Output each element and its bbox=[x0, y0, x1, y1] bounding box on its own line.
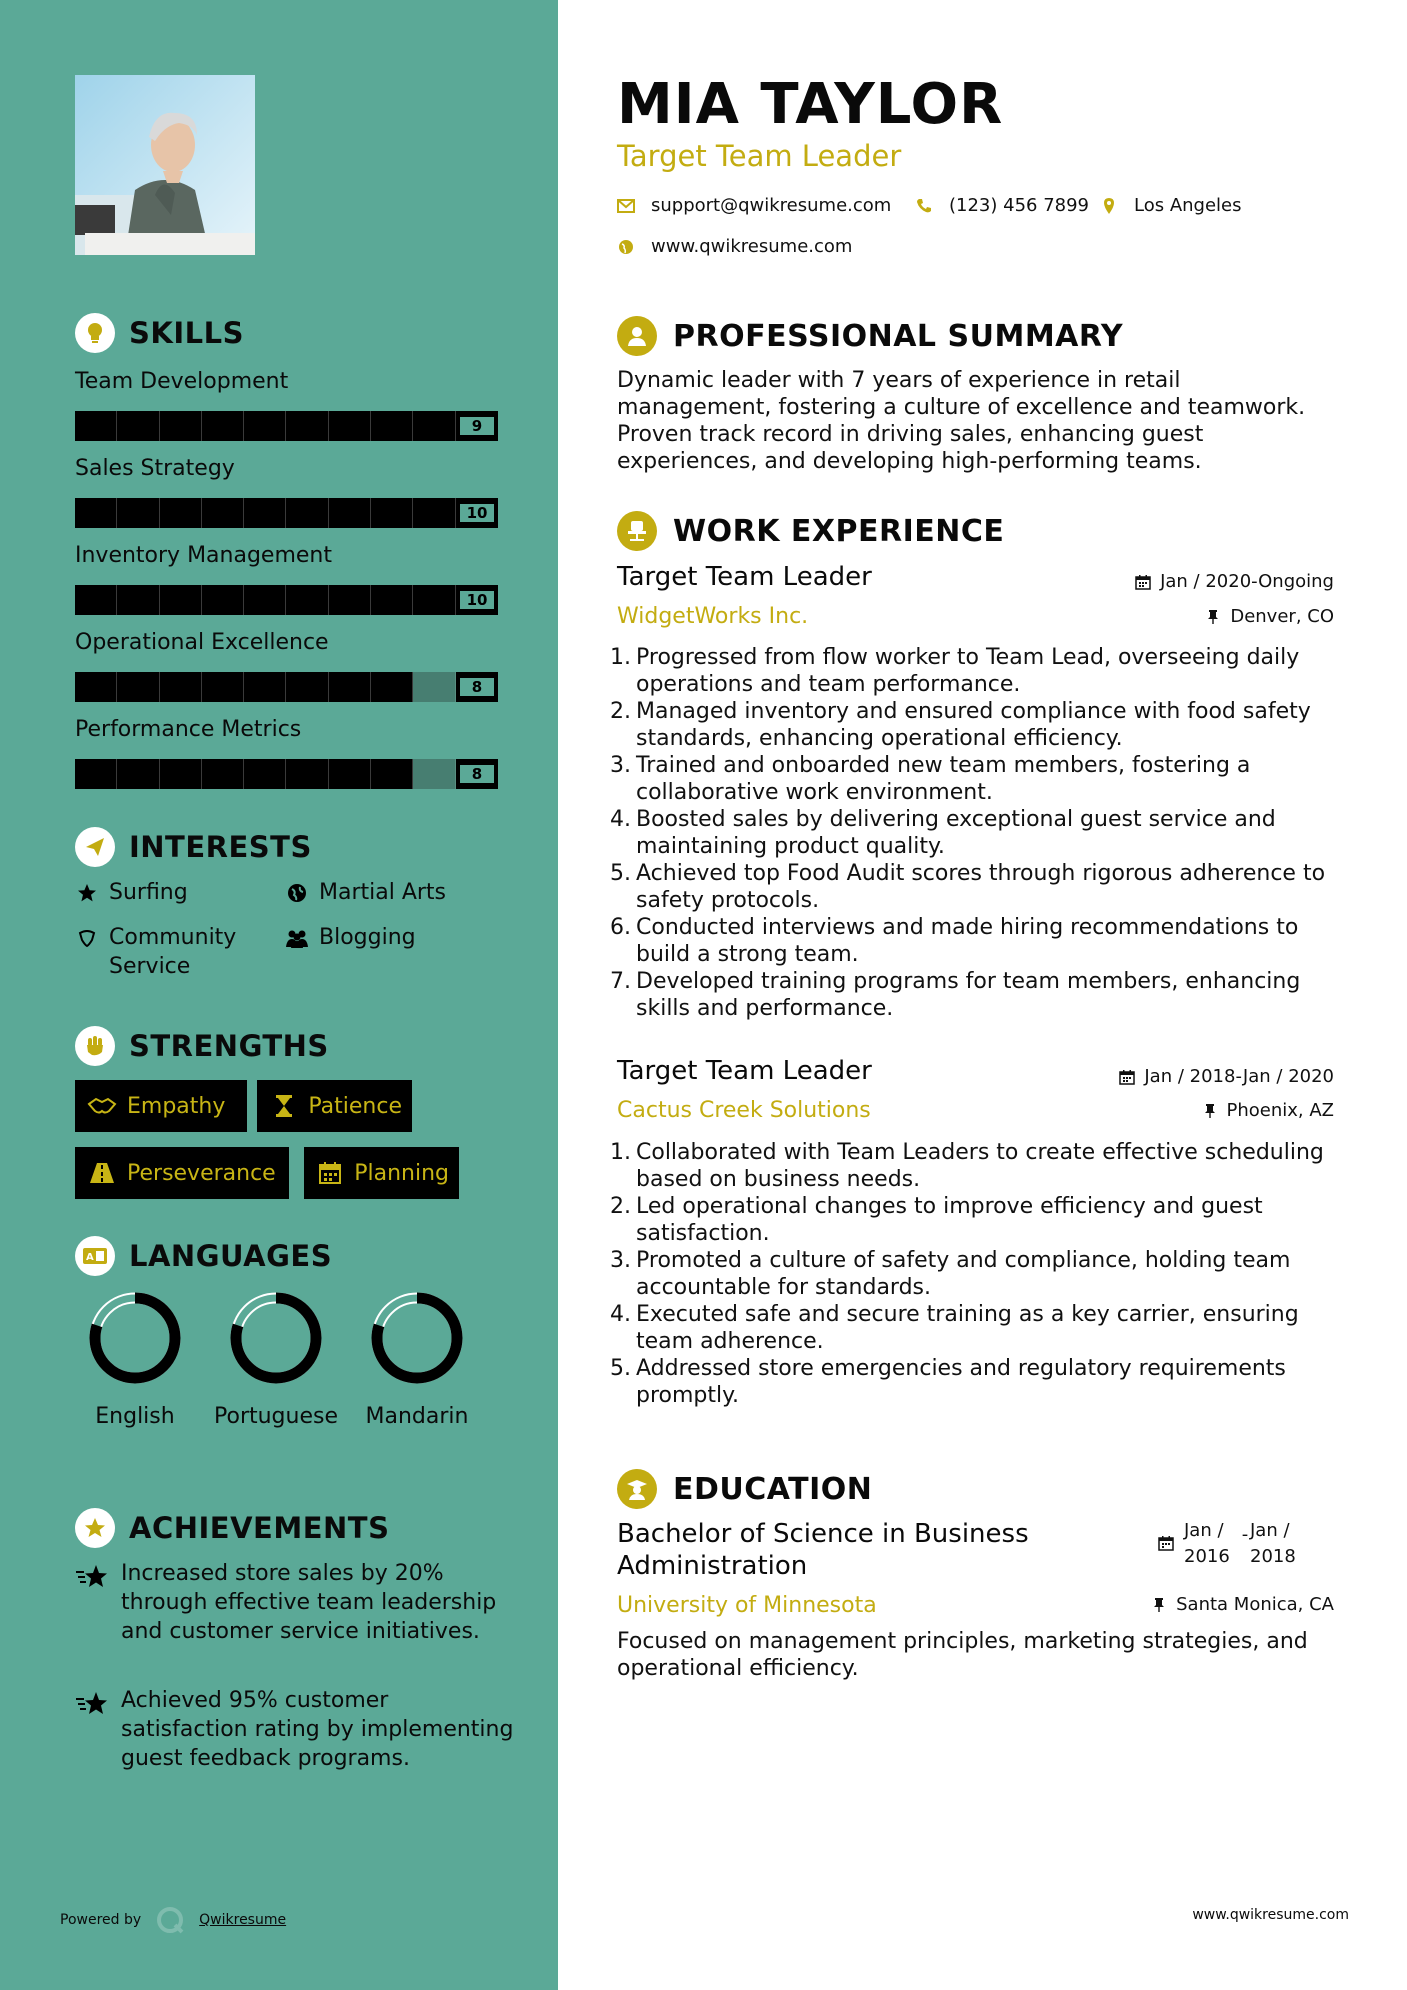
email-text: support@qwikresume.com bbox=[651, 195, 892, 216]
responsibility-item bbox=[610, 698, 1337, 752]
skill-level-segment bbox=[160, 672, 202, 702]
skill-item bbox=[75, 541, 498, 615]
job-location bbox=[1204, 605, 1334, 629]
skill-name: Sales Strategy bbox=[75, 456, 235, 481]
website-text: www.qwikresume.com bbox=[651, 236, 853, 257]
job-location-text: Denver, CO bbox=[1230, 606, 1334, 627]
office-chair-icon bbox=[617, 511, 657, 551]
qwikresume-link[interactable]: Qwikresume bbox=[199, 1912, 287, 1928]
star-icon bbox=[75, 878, 99, 907]
powered-by-label: Powered by bbox=[60, 1912, 142, 1928]
responsibility-text: Executed safe and secure training as a key carrier, ensuring team adherence. bbox=[636, 1302, 1299, 1354]
language-name: Portuguese bbox=[214, 1404, 338, 1429]
profile-photo bbox=[75, 75, 255, 255]
strength-tag bbox=[75, 1080, 247, 1132]
skill-level-segment bbox=[75, 759, 117, 789]
responsibility-text: Led operational changes to improve efficiency and guest satisfaction. bbox=[636, 1194, 1263, 1246]
interest-item bbox=[75, 923, 275, 981]
star-badge-icon bbox=[75, 1508, 115, 1548]
strength-label: Empathy bbox=[127, 1093, 226, 1119]
list-number: 2. bbox=[610, 699, 631, 724]
fist-icon bbox=[75, 1026, 115, 1066]
user-icon bbox=[617, 316, 657, 356]
skill-item bbox=[75, 715, 498, 789]
skill-item bbox=[75, 367, 498, 441]
list-number: 5. bbox=[610, 1356, 631, 1381]
responsibility-text: Collaborated with Team Leaders to create effective scheduling based on business needs. bbox=[636, 1140, 1324, 1192]
skill-level-segment bbox=[286, 672, 328, 702]
summary-title: PROFESSIONAL SUMMARY bbox=[673, 318, 1124, 354]
skill-level-segment bbox=[117, 585, 159, 615]
skill-level-badge bbox=[456, 585, 498, 615]
achievements-title: ACHIEVEMENTS bbox=[129, 1511, 390, 1545]
interest-label: Community Service bbox=[109, 925, 237, 979]
list-number: 7. bbox=[610, 969, 631, 994]
skills-heading bbox=[75, 311, 244, 355]
list-number: 2. bbox=[610, 1194, 631, 1219]
skill-level-segment bbox=[286, 759, 328, 789]
contact-phone[interactable] bbox=[915, 194, 1089, 218]
skill-level-segment bbox=[329, 498, 371, 528]
responsibility-text: Progressed from flow worker to Team Lead, overseeing daily operations and team performance. bbox=[636, 645, 1300, 697]
contact-location bbox=[1100, 194, 1242, 218]
summary-text: Dynamic leader with 7 years of experience in retail management, fostering a culture of excellence and teamwork. Proven track record in driving sales, enhancing guest experiences, and developing high-performing teams. bbox=[617, 368, 1306, 474]
calendar-icon bbox=[1118, 1068, 1136, 1086]
responsibility-text: Trained and onboarded new team members, fostering a collaborative work environment. bbox=[636, 753, 1251, 805]
star-icon bbox=[75, 1559, 111, 1646]
job-dates-text: Jan / 2020-Ongoing bbox=[1160, 571, 1334, 592]
contact-email[interactable] bbox=[617, 194, 891, 218]
skill-level-segment bbox=[202, 498, 244, 528]
education-location-text: Santa Monica, CA bbox=[1176, 1594, 1334, 1615]
strength-tag bbox=[304, 1147, 459, 1199]
skill-level-segment bbox=[286, 411, 328, 441]
languages-heading bbox=[75, 1234, 332, 1278]
skill-level-segment bbox=[413, 411, 455, 441]
skill-level-value: 8 bbox=[458, 763, 496, 785]
skill-level-segment bbox=[413, 672, 455, 702]
skill-level-segment bbox=[244, 759, 286, 789]
language-proficiency-ring bbox=[228, 1290, 324, 1386]
interest-label: Surfing bbox=[109, 880, 188, 905]
paper-plane-icon bbox=[75, 827, 115, 867]
skill-level-segment bbox=[202, 672, 244, 702]
language-item bbox=[352, 1290, 482, 1431]
strength-label: Perseverance bbox=[127, 1160, 276, 1186]
map-pin-icon bbox=[1100, 197, 1118, 215]
responsibility-text: Addressed store emergencies and regulatory requirements promptly. bbox=[636, 1356, 1286, 1408]
experience-heading bbox=[617, 510, 1004, 552]
qwikresume-logo-icon bbox=[155, 1905, 185, 1935]
strengths-heading bbox=[75, 1024, 329, 1068]
skill-level-segment bbox=[244, 411, 286, 441]
skill-level-segment bbox=[202, 411, 244, 441]
strength-tag bbox=[257, 1080, 412, 1132]
school-name: University of Minnesota bbox=[617, 1593, 877, 1618]
road-icon bbox=[85, 1162, 119, 1184]
responsibility-text: Achieved top Food Audit scores through rigorous adherence to safety protocols. bbox=[636, 861, 1326, 913]
skills-title: SKILLS bbox=[129, 316, 244, 350]
language-item bbox=[211, 1290, 341, 1431]
responsibility-item bbox=[610, 1247, 1337, 1301]
responsibility-item bbox=[610, 1193, 1337, 1247]
skill-level-segment bbox=[329, 672, 371, 702]
job-responsibilities bbox=[610, 1139, 1337, 1409]
education-date-separator: - bbox=[1241, 1524, 1249, 1545]
pin-icon bbox=[1204, 608, 1222, 626]
achievements-heading bbox=[75, 1506, 389, 1550]
responsibility-item bbox=[610, 968, 1337, 1022]
skill-name: Operational Excellence bbox=[75, 630, 329, 655]
list-number: 1. bbox=[610, 1140, 631, 1165]
interest-item bbox=[285, 923, 416, 952]
experience-title: WORK EXPERIENCE bbox=[673, 513, 1005, 549]
skill-level-bar bbox=[75, 672, 498, 702]
skill-level-bar bbox=[75, 498, 498, 528]
skill-level-segment bbox=[75, 411, 117, 441]
pin-icon bbox=[1150, 1596, 1168, 1614]
skill-level-segment bbox=[160, 759, 202, 789]
candidate-name: MIA TAYLOR bbox=[617, 72, 1004, 137]
language-proficiency-ring bbox=[87, 1290, 183, 1386]
interests-heading bbox=[75, 825, 312, 869]
sidebar bbox=[0, 0, 558, 1990]
education-end: Jan / 2018 bbox=[1250, 1520, 1296, 1567]
responsibility-item bbox=[610, 806, 1337, 860]
list-number: 4. bbox=[610, 1302, 631, 1327]
language-proficiency-ring bbox=[369, 1290, 465, 1386]
star-icon bbox=[75, 1686, 111, 1773]
skill-level-segment bbox=[117, 411, 159, 441]
language-name: Mandarin bbox=[365, 1404, 469, 1429]
language-item bbox=[70, 1290, 200, 1431]
users-icon bbox=[285, 923, 309, 952]
education-dates bbox=[1158, 1518, 1334, 1570]
list-number: 5. bbox=[610, 861, 631, 886]
skill-level-segment bbox=[75, 498, 117, 528]
list-number: 3. bbox=[610, 753, 631, 778]
skill-level-segment bbox=[244, 585, 286, 615]
interest-label: Martial Arts bbox=[319, 880, 447, 905]
language-icon bbox=[75, 1236, 115, 1276]
achievement-text: Increased store sales by 20% through effective team leadership and customer service initiatives. bbox=[121, 1561, 497, 1644]
skill-level-segment bbox=[160, 498, 202, 528]
degree-title: Bachelor of Science in Business Administration bbox=[617, 1519, 1029, 1581]
skill-level-segment bbox=[329, 759, 371, 789]
list-number: 4. bbox=[610, 807, 631, 832]
skill-level-badge bbox=[456, 672, 498, 702]
strengths-title: STRENGTHS bbox=[129, 1029, 329, 1063]
phone-text: (123) 456 7899 bbox=[949, 195, 1090, 216]
svg-text:A: A bbox=[86, 1252, 94, 1263]
skill-level-segment bbox=[202, 585, 244, 615]
pin-icon bbox=[1201, 1102, 1219, 1120]
job-title: Target Team Leader bbox=[617, 1056, 872, 1086]
skill-level-segment bbox=[329, 585, 371, 615]
skill-level-bar bbox=[75, 411, 498, 441]
skill-level-segment bbox=[286, 585, 328, 615]
skill-level-segment bbox=[75, 672, 117, 702]
skill-name: Team Development bbox=[75, 369, 289, 394]
education-start: Jan / 2016 bbox=[1184, 1520, 1230, 1567]
responsibility-text: Promoted a culture of safety and compliance, holding team accountable for standards. bbox=[636, 1248, 1291, 1300]
calendar-icon bbox=[1134, 573, 1152, 591]
skill-level-badge bbox=[456, 411, 498, 441]
languages-title: LANGUAGES bbox=[129, 1239, 333, 1273]
skill-level-segment bbox=[160, 411, 202, 441]
job-dates bbox=[1134, 570, 1334, 594]
skill-level-badge bbox=[456, 759, 498, 789]
list-number: 1. bbox=[610, 645, 631, 670]
strength-tag bbox=[75, 1147, 289, 1199]
skill-level-segment bbox=[371, 411, 413, 441]
achievement-item bbox=[75, 1686, 515, 1773]
skill-level-badge bbox=[456, 498, 498, 528]
responsibility-item bbox=[610, 1301, 1337, 1355]
skill-level-segment bbox=[117, 672, 159, 702]
contact-website[interactable] bbox=[617, 235, 852, 259]
skill-name: Inventory Management bbox=[75, 543, 332, 568]
skill-level-segment bbox=[371, 498, 413, 528]
interest-item bbox=[75, 878, 188, 907]
skill-level-value: 10 bbox=[458, 589, 496, 611]
responsibility-item bbox=[610, 860, 1337, 914]
skill-level-bar bbox=[75, 759, 498, 789]
skill-level-bar bbox=[75, 585, 498, 615]
footer-url[interactable]: www.qwikresume.com bbox=[1192, 1907, 1349, 1923]
skill-level-segment bbox=[160, 585, 202, 615]
skill-level-segment bbox=[244, 672, 286, 702]
responsibility-item bbox=[610, 644, 1337, 698]
language-name: English bbox=[95, 1404, 175, 1429]
handshake-icon bbox=[85, 1096, 119, 1116]
lightbulb-icon bbox=[75, 313, 115, 353]
strength-label: Patience bbox=[308, 1093, 402, 1119]
responsibility-text: Developed training programs for team members, enhancing skills and performance. bbox=[636, 969, 1301, 1021]
education-text: Focused on management principles, marketing strategies, and operational efficiency. bbox=[617, 1629, 1308, 1681]
strength-label: Planning bbox=[354, 1160, 449, 1186]
skill-level-segment bbox=[117, 759, 159, 789]
interest-item bbox=[285, 878, 446, 907]
achievement-text: Achieved 95% customer satisfaction rating by implementing guest feedback programs. bbox=[121, 1688, 514, 1771]
education-location bbox=[1150, 1593, 1334, 1617]
skill-level-segment bbox=[329, 411, 371, 441]
job-responsibilities bbox=[610, 644, 1337, 1022]
skill-level-value: 10 bbox=[458, 502, 496, 524]
summary-heading bbox=[617, 315, 1123, 357]
calendar-icon bbox=[1158, 1518, 1184, 1570]
shield-icon bbox=[75, 923, 99, 952]
skill-level-segment bbox=[371, 672, 413, 702]
skill-name: Performance Metrics bbox=[75, 717, 302, 742]
job-location bbox=[1201, 1099, 1335, 1123]
skill-level-value: 9 bbox=[458, 415, 496, 437]
education-title: EDUCATION bbox=[673, 1471, 873, 1507]
responsibility-text: Boosted sales by delivering exceptional guest service and maintaining product quality. bbox=[636, 807, 1276, 859]
interest-label: Blogging bbox=[319, 925, 416, 950]
responsibility-item bbox=[610, 752, 1337, 806]
education-heading bbox=[617, 1468, 872, 1510]
responsibility-text: Conducted interviews and made hiring recommendations to build a strong team. bbox=[636, 915, 1299, 967]
skill-level-segment bbox=[117, 498, 159, 528]
skill-level-segment bbox=[413, 759, 455, 789]
list-number: 6. bbox=[610, 915, 631, 940]
achievement-item bbox=[75, 1559, 515, 1646]
job-title: Target Team Leader bbox=[617, 562, 872, 592]
skill-level-segment bbox=[286, 498, 328, 528]
skill-level-segment bbox=[413, 585, 455, 615]
responsibility-item bbox=[610, 1355, 1337, 1409]
skill-item bbox=[75, 628, 498, 702]
company-name: Cactus Creek Solutions bbox=[617, 1098, 871, 1123]
skill-item bbox=[75, 454, 498, 528]
skill-level-segment bbox=[202, 759, 244, 789]
location-text: Los Angeles bbox=[1134, 195, 1242, 216]
envelope-icon bbox=[617, 197, 635, 215]
graduate-icon bbox=[617, 1469, 657, 1509]
responsibility-item bbox=[610, 1139, 1337, 1193]
candidate-role: Target Team Leader bbox=[617, 139, 902, 173]
hourglass-icon bbox=[267, 1094, 300, 1118]
globe-icon bbox=[617, 238, 635, 256]
skill-level-segment bbox=[75, 585, 117, 615]
job-location-text: Phoenix, AZ bbox=[1226, 1100, 1334, 1121]
phone-icon bbox=[915, 197, 933, 215]
calendar-icon bbox=[314, 1161, 346, 1185]
responsibility-text: Managed inventory and ensured compliance with food safety standards, enhancing operational efficiency. bbox=[636, 699, 1311, 751]
skill-level-segment bbox=[371, 585, 413, 615]
skill-level-value: 8 bbox=[458, 676, 496, 698]
list-number: 3. bbox=[610, 1248, 631, 1273]
globe-icon bbox=[285, 878, 309, 907]
job-dates-text: Jan / 2018-Jan / 2020 bbox=[1144, 1066, 1334, 1087]
skill-level-segment bbox=[244, 498, 286, 528]
skill-level-segment bbox=[371, 759, 413, 789]
skill-level-segment bbox=[413, 498, 455, 528]
company-name: WidgetWorks Inc. bbox=[617, 604, 809, 629]
responsibility-item bbox=[610, 914, 1337, 968]
job-dates bbox=[1118, 1065, 1334, 1089]
interests-title: INTERESTS bbox=[129, 830, 312, 864]
powered-by bbox=[60, 1905, 286, 1935]
